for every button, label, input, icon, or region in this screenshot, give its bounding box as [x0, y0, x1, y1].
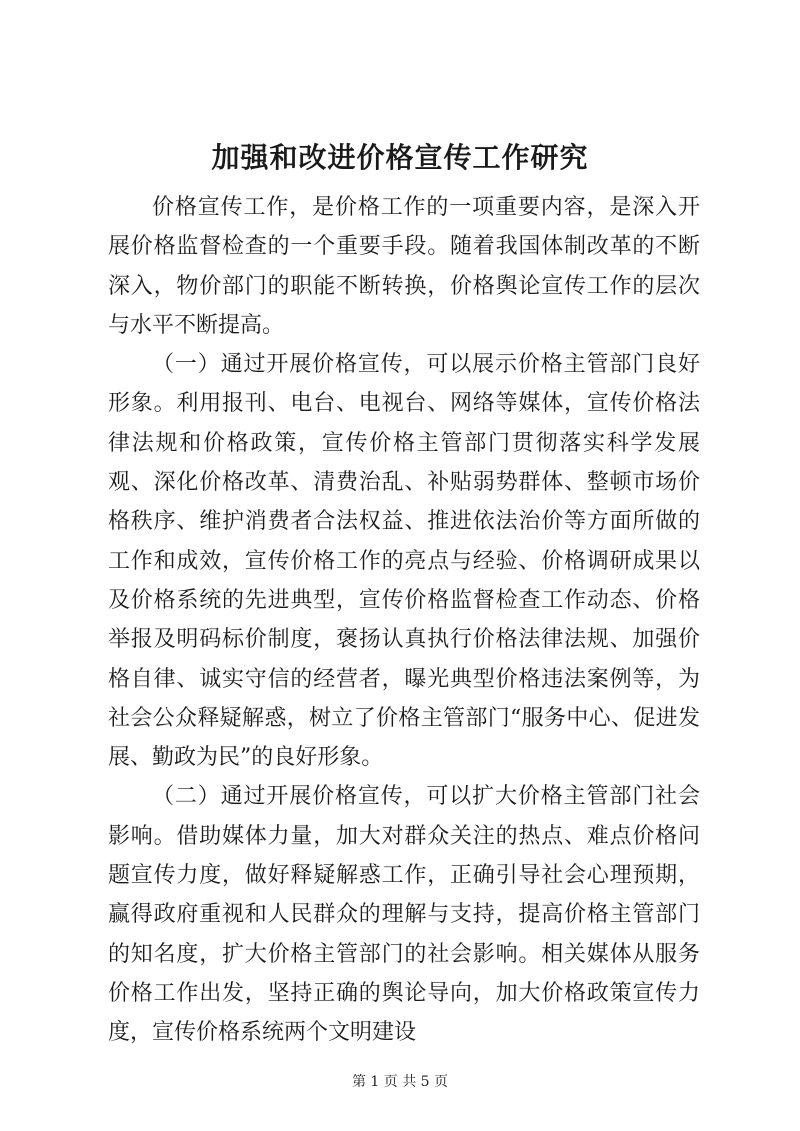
paragraph-section-1: （一）通过开展价格宣传，可以展示价格主管部门良好形象。利用报刊、电台、电视台、网络等媒体，宣传价格法律法规和价格政策，宣传价格主管部门贯彻落实科学发展观、深化价格改革、清费治乱、补贴弱势群体、整顿市场价格秩序、维护消费者合法权益、推进依法治价等方面所做的工作和成效，宣传价格工作的亮点与经验、价格调研成果以及价格系统的先进典型，宣传价格监督检查工作动态、价格举报及明码标价制度，褒扬认真执行价格法律法规、加强价格自律、诚实守信的经营者，曝光典型价格违法案例等，为社会公众释疑解惑，树立了价格主管部门“服务中心、促进发展、勤政为民”的良好形象。	[108, 352, 700, 771]
paragraph-intro: 价格宣传工作，是价格工作的一项重要内容，是深入开展价格监督检查的一个重要手段。随着我国体制改革的不断深入，物价部门的职能不断转换，价格舆论宣传工作的层次与水平不断提高。	[108, 195, 700, 338]
page-footer: 第 1 页 共 5 页	[351, 1074, 449, 1090]
document-body	[108, 188, 700, 1053]
document-title: 加强和改进价格宣传工作研究	[211, 141, 589, 174]
paragraph-section-2: （二）通过开展价格宣传，可以扩大价格主管部门社会影响。借助媒体力量，加大对群众关注的热点、难点价格问题宣传力度，做好释疑解惑工作，正确引导社会心理预期，赢得政府重视和人民群众的理解与支持，提高价格主管部门的知名度，扩大价格主管部门的社会影响。相关媒体从服务价格工作出发，坚持正确的舆论导向，加大价格政策宣传力度，宣传价格系统两个文明建设	[108, 784, 700, 1046]
